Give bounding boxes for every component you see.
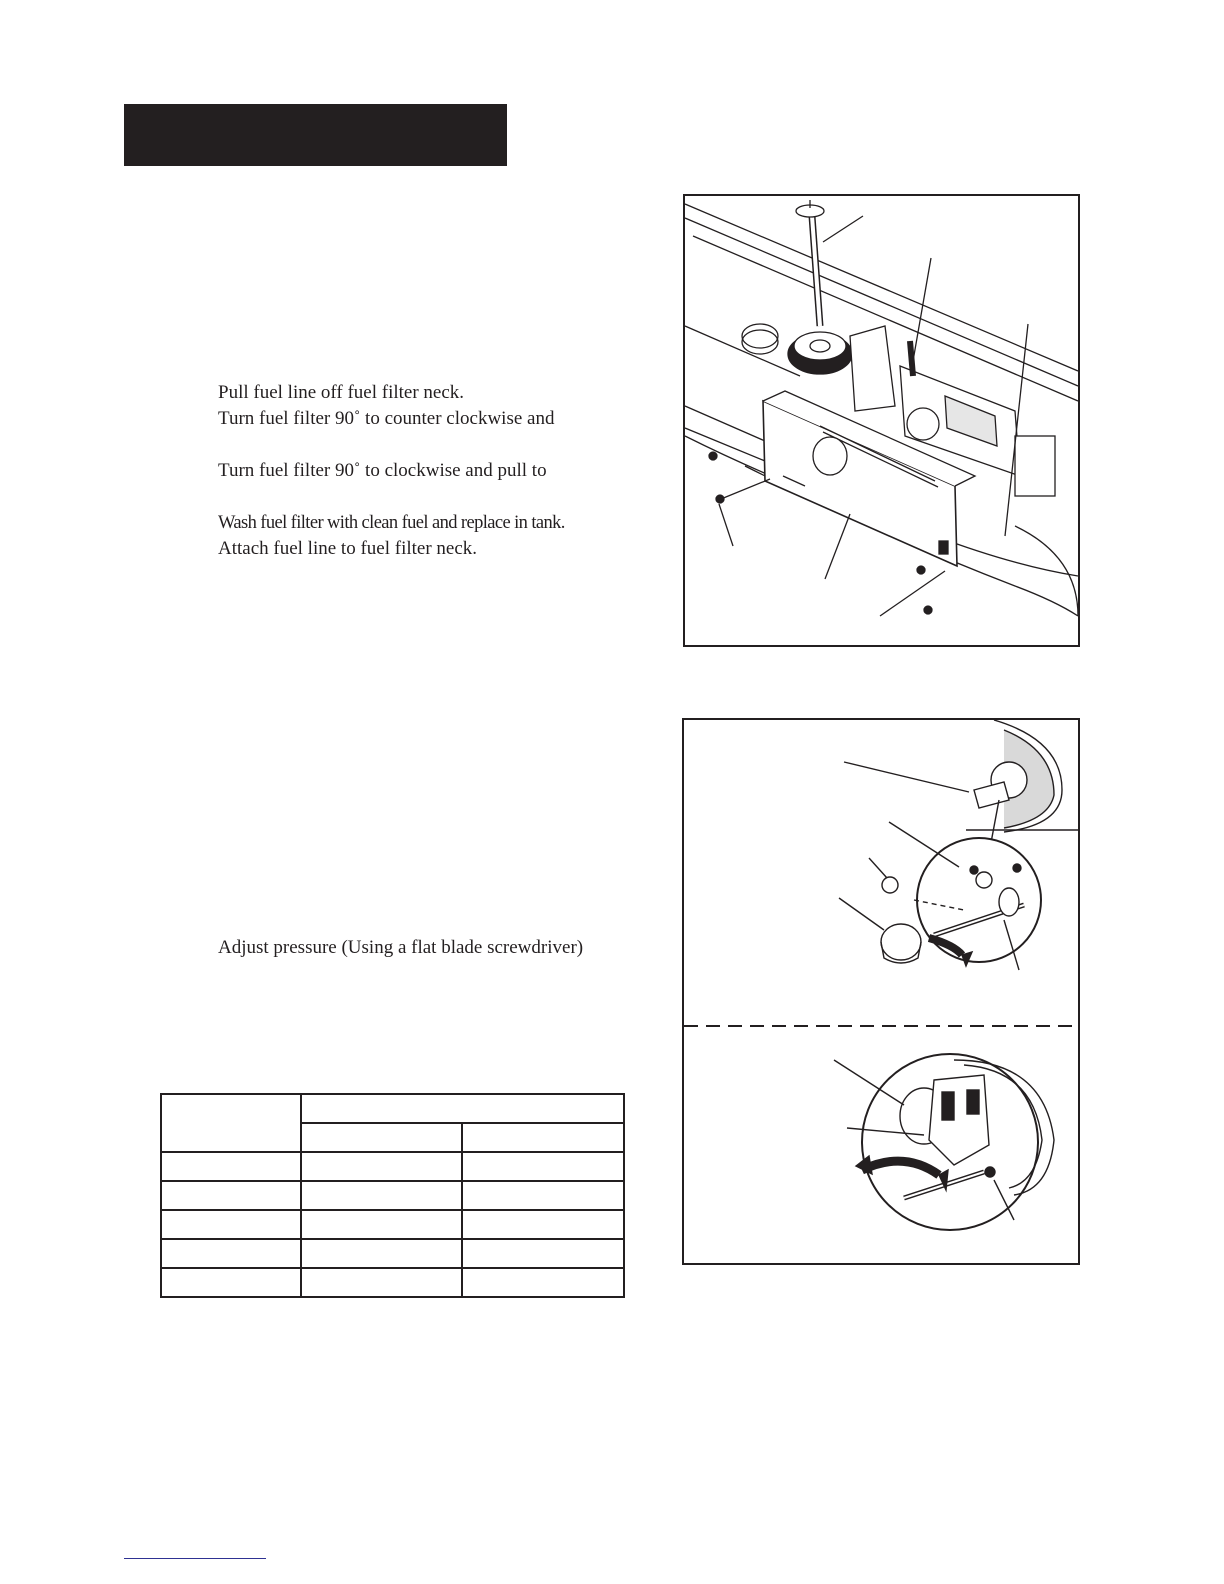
table-cell	[301, 1094, 624, 1123]
step-pull-fuel-line: Pull fuel line off fuel filter neck.	[218, 382, 465, 403]
table-cell	[301, 1123, 462, 1152]
table-row	[161, 1239, 624, 1268]
blank-line	[218, 484, 638, 510]
table-cell	[462, 1123, 624, 1152]
table-cell	[161, 1152, 301, 1181]
table-cell	[161, 1239, 301, 1268]
step-turn-counter-clockwise: Turn fuel filter 90˚ to counter clockwise and	[218, 408, 555, 429]
fuel-filter-instructions	[218, 380, 638, 562]
table-cell	[161, 1210, 301, 1239]
step-adjust-pressure: Adjust pressure (Using a flat blade screwdriver)	[218, 937, 584, 958]
table-cell	[301, 1181, 462, 1210]
pressure-table	[160, 1093, 625, 1298]
table-cell	[301, 1239, 462, 1268]
table-cell	[161, 1094, 301, 1152]
table-cell	[301, 1268, 462, 1297]
table-row	[161, 1210, 624, 1239]
pressure-adjust-figure	[682, 718, 1080, 1265]
table-cell	[462, 1268, 624, 1297]
table-cell	[301, 1152, 462, 1181]
table-cell	[161, 1268, 301, 1297]
table-row	[161, 1152, 624, 1181]
table-header-row	[161, 1094, 624, 1123]
step-attach-fuel-line: Attach fuel line to fuel filter neck.	[218, 538, 478, 559]
pressure-adjust-illustration	[684, 720, 1078, 1263]
table-cell	[301, 1210, 462, 1239]
table-cell	[161, 1181, 301, 1210]
fuel-filter-illustration	[685, 196, 1078, 645]
table-cell	[462, 1210, 624, 1239]
table-cell	[462, 1239, 624, 1268]
table-cell	[462, 1181, 624, 1210]
step-turn-clockwise: Turn fuel filter 90˚ to clockwise and pull to	[218, 460, 547, 481]
footer-rule	[124, 1558, 266, 1559]
table-row	[161, 1181, 624, 1210]
step-wash-filter: Wash fuel filter with clean fuel and replace in tank.	[218, 513, 565, 533]
table-cell	[462, 1152, 624, 1181]
blank-line	[218, 432, 638, 458]
table-row	[161, 1268, 624, 1297]
section-header-bar	[124, 104, 507, 166]
fuel-filter-figure	[683, 194, 1080, 647]
